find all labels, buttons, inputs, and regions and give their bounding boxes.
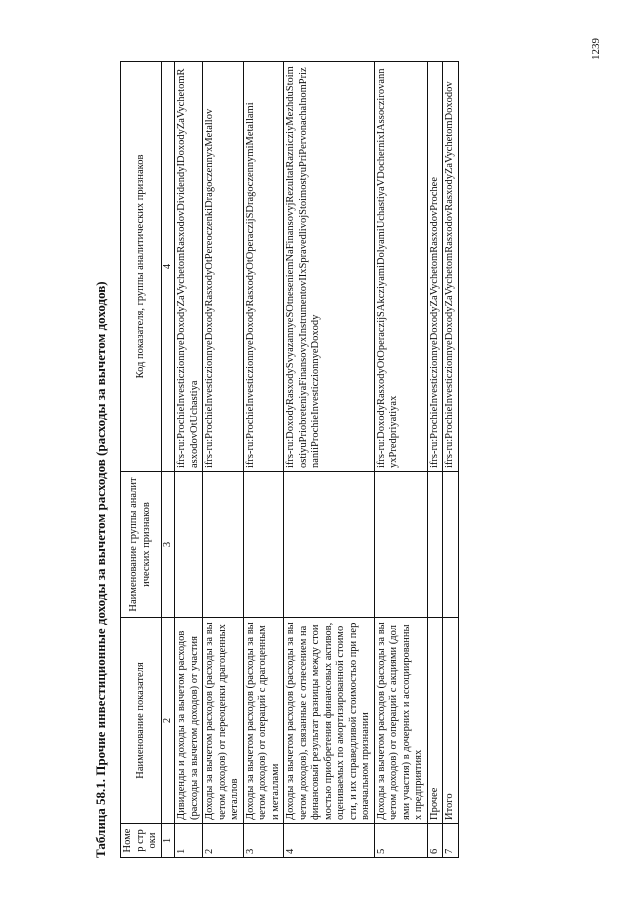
header-indicator-code: Код показателя, группы аналитических признаков <box>121 62 162 472</box>
indicator-name: Доходы за вычетом расходов (расходы за вычетом доходов) от операций с драгоценными металлами <box>243 618 284 824</box>
indicator-name: Дивиденды и доходы за вычетом расходов (расходы за вычетом доходов) от участия <box>175 618 203 824</box>
table-row <box>203 62 244 858</box>
row-number: 2 <box>203 824 244 858</box>
row-number: 6 <box>427 824 443 858</box>
table-title-text: Прочие инвестиционные доходы за вычетом расходов (расходы за вычетом доходов) <box>93 281 108 776</box>
table-row <box>374 62 427 858</box>
group-name <box>243 472 284 618</box>
row-number: 7 <box>443 824 459 858</box>
indicator-code: ifrs-ru:DoxodyRasxodySvyazannyeSOtneseniemNaFinansovyjRezultatRaznicziyMezhduStoimostiyuPriobreteniyaFinansovyxInstrumentovIIxSpravedlivojStoimostyuPriPervonachalnomPriznaniiProchieInvesticzionnyeDoxody <box>284 62 375 472</box>
table-index-row <box>161 62 175 858</box>
table-row <box>284 62 375 858</box>
indicator-name: Доходы за вычетом расходов (расходы за вычетом доходов), связанные с отнесением на финансовый результат разницы между стоимостью приобретения финансовых активов, оцениваемых по амортизированной стоимости, и их справедливой стоимостью при первоначальном признании <box>284 618 375 824</box>
indicator-name: Итого <box>443 618 459 824</box>
indicator-name: Доходы за вычетом расходов (расходы за вычетом доходов) от операций с акциями (долями участия) в дочерних и ассоциированных предприятиях <box>374 618 427 824</box>
group-name <box>175 472 203 618</box>
group-name <box>374 472 427 618</box>
group-name <box>443 472 459 618</box>
group-name <box>427 472 443 618</box>
index-cell: 1 <box>161 824 175 858</box>
index-cell: 3 <box>161 472 175 618</box>
row-number: 5 <box>374 824 427 858</box>
group-name <box>284 472 375 618</box>
table-row <box>175 62 203 858</box>
table-row <box>427 62 443 858</box>
table-title <box>92 62 112 858</box>
index-cell: 4 <box>161 62 175 472</box>
index-cell: 2 <box>161 618 175 824</box>
indicator-name: Доходы за вычетом расходов (расходы за вычетом доходов) от переоценки драгоценных металлов <box>203 618 244 824</box>
table-row <box>443 62 459 858</box>
header-group-name: Наименование группы аналитических признаков <box>121 472 162 618</box>
group-name <box>203 472 244 618</box>
rotated-content <box>92 62 459 858</box>
indicator-code: ifrs-ru:ProchieInvesticzionnyeDoxodyZaVychetomRasxodovRasxodyZaVychetomDoxodov <box>443 62 459 472</box>
header-row-number: Номер строки <box>121 824 162 858</box>
row-number: 3 <box>243 824 284 858</box>
header-indicator-name: Наименование показателя <box>121 618 162 824</box>
indicator-code: ifrs-ru:ProchieInvesticzionnyeDoxodyRasxodyOtPereoczenkiDragoczennyxMetallov <box>203 62 244 472</box>
table-row <box>243 62 284 858</box>
indicator-name: Прочее <box>427 618 443 824</box>
page-number: 1239 <box>590 38 602 60</box>
indicator-code: ifrs-ru:ProchieInvesticzionnyeDoxodyZaVychetomRasxodovDividendyIDoxodyZaVychetomRasxodovOtUchastiya <box>175 62 203 472</box>
table-title-prefix: Таблица 58.1. <box>93 778 108 858</box>
table-header-row <box>121 62 162 858</box>
row-number: 4 <box>284 824 375 858</box>
indicator-code: ifrs-ru:DoxodyRasxodyOtOperaczijSAkcziyamiDolyamiUchastiyaVDochernixIAssoczirovannyxPredpriyatiyax <box>374 62 427 472</box>
row-number: 1 <box>175 824 203 858</box>
indicator-table <box>120 61 459 858</box>
indicator-code: ifrs-ru:ProchieInvesticzionnyeDoxodyRasxodyOtOperaczijSDragoczennymiMetallami <box>243 62 284 472</box>
indicator-code: ifrs-ru:ProchieInvesticzionnyeDoxodyZaVychetomRasxodovProchee <box>427 62 443 472</box>
